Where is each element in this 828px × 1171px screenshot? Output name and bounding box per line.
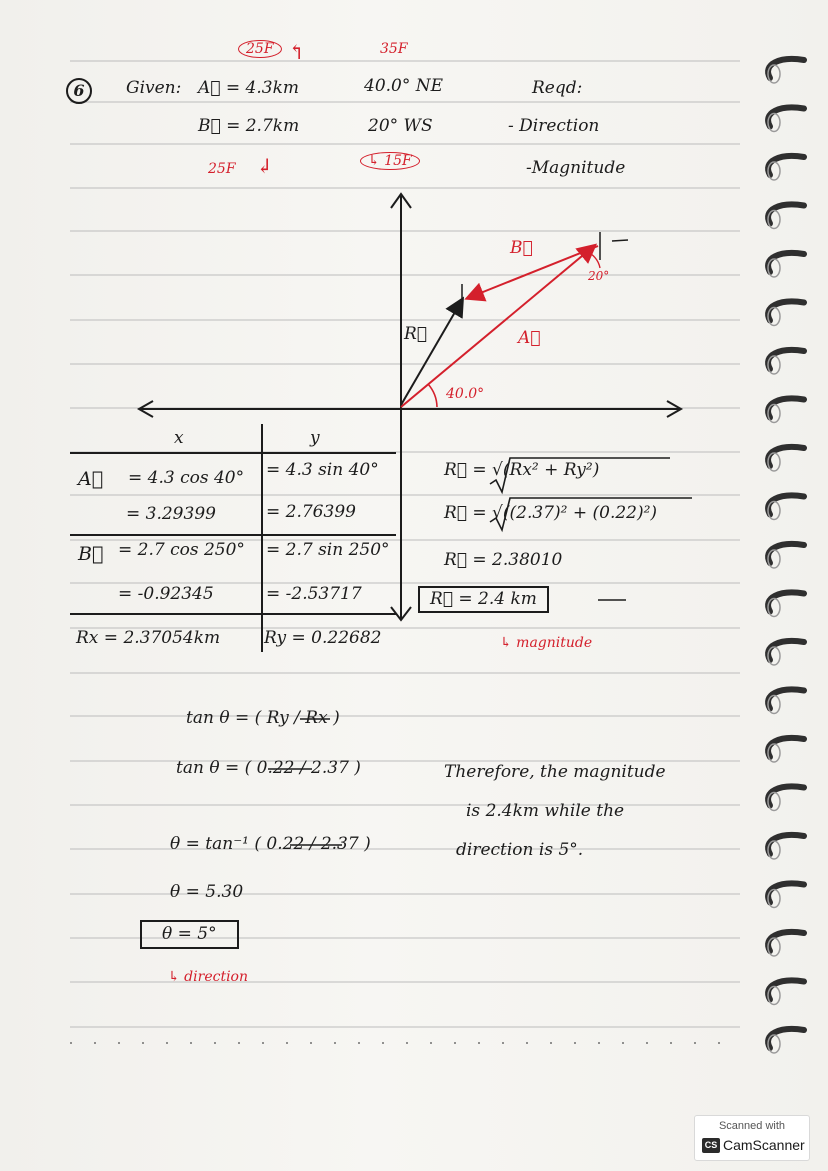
magnitude-formula: R⃗ = √(Rx² + Ry²) [444,460,600,480]
table-a-x2: = 3.29399 [126,504,216,524]
watermark-brand: CamScanner [723,1137,805,1153]
theta-result-box: θ = 5° [140,920,239,949]
required-label: Reqd: [532,78,583,98]
annotation-a-ref: 25F [238,40,282,58]
resultant-rx: Rx = 2.37054km [76,628,221,648]
diagram-label-a: A⃗ [518,328,541,348]
diagram-angle-b: 20° [588,269,610,283]
vector-b-arrow [468,246,598,298]
resultant-ry: Ry = 0.22682 [264,628,382,648]
table-header-x: x [174,428,184,448]
conclusion-line-3: direction is 5°. [456,840,584,860]
vector-a-arrow [401,246,594,407]
annotation-a-arrow: ↰ [288,40,305,64]
camscanner-logo-icon: CS [702,1138,720,1153]
camscanner-watermark [694,1115,810,1161]
tan-formula: tan θ = ( Ry / Rx ) [186,708,340,728]
conclusion-line-1: Therefore, the magnitude [444,762,666,782]
vector-a-angle: 40.0° NE [364,76,444,96]
table-b-x1: = 2.7 cos 250° [118,540,245,560]
given-label: Given: [126,78,182,98]
b-tick-dash [612,240,628,241]
conclusion-line-2: is 2.4km while the [466,801,625,821]
vector-b-angle: 20° WS [368,116,433,136]
magnitude-label: ↳ magnitude [500,635,593,651]
angle-arc-b [585,251,600,268]
direction-label: ↳ direction [168,969,248,985]
table-b-x2: = -0.92345 [118,584,214,604]
magnitude-substitution: R⃗ = √((2.37)² + (0.22)²) [444,503,658,523]
table-b-y2: = -2.53717 [266,584,362,604]
table-a-y1: = 4.3 sin 40° [266,460,379,480]
annotation-b-arrow: ↲ [256,154,273,178]
problem-number: 6 [66,78,92,104]
tan-substitution: tan θ = ( 0.22 / 2.37 ) [176,758,361,778]
table-header-y: y [310,428,320,448]
diagram-label-r: R⃗ [404,324,428,344]
table-b-y1: = 2.7 sin 250° [266,540,390,560]
table-a-symbol: A⃗ [78,468,104,490]
table-a-y2: = 2.76399 [266,502,356,522]
required-magnitude: -Magnitude [526,158,626,178]
table-b-symbol: B⃗ [78,543,104,565]
angle-arc-a [428,384,437,407]
annotation-a-right: 35F [380,41,408,57]
annotation-b-ref-left: 25F [208,161,236,177]
required-direction: - Direction [508,116,600,136]
magnitude-value: R⃗ = 2.38010 [444,550,563,570]
theta-inverse-tan: θ = tan⁻¹ ( 0.22 / 2.37 ) [170,834,371,854]
magnitude-result-box: R⃗ = 2.4 km [418,586,549,613]
diagram-label-b: B⃗ [510,238,533,258]
table-a-x1: = 4.3 cos 40° [128,468,245,488]
watermark-scanned-text: Scanned with [718,1120,786,1132]
vector-b-magnitude: B⃗ = 2.7km [198,116,300,136]
theta-value: θ = 5.30 [170,882,244,902]
vector-a-magnitude: A⃗ = 4.3km [198,78,299,98]
diagram-angle-a: 40.0° [446,386,485,402]
annotation-b-ref-circled: ↳ 15F [360,152,420,170]
